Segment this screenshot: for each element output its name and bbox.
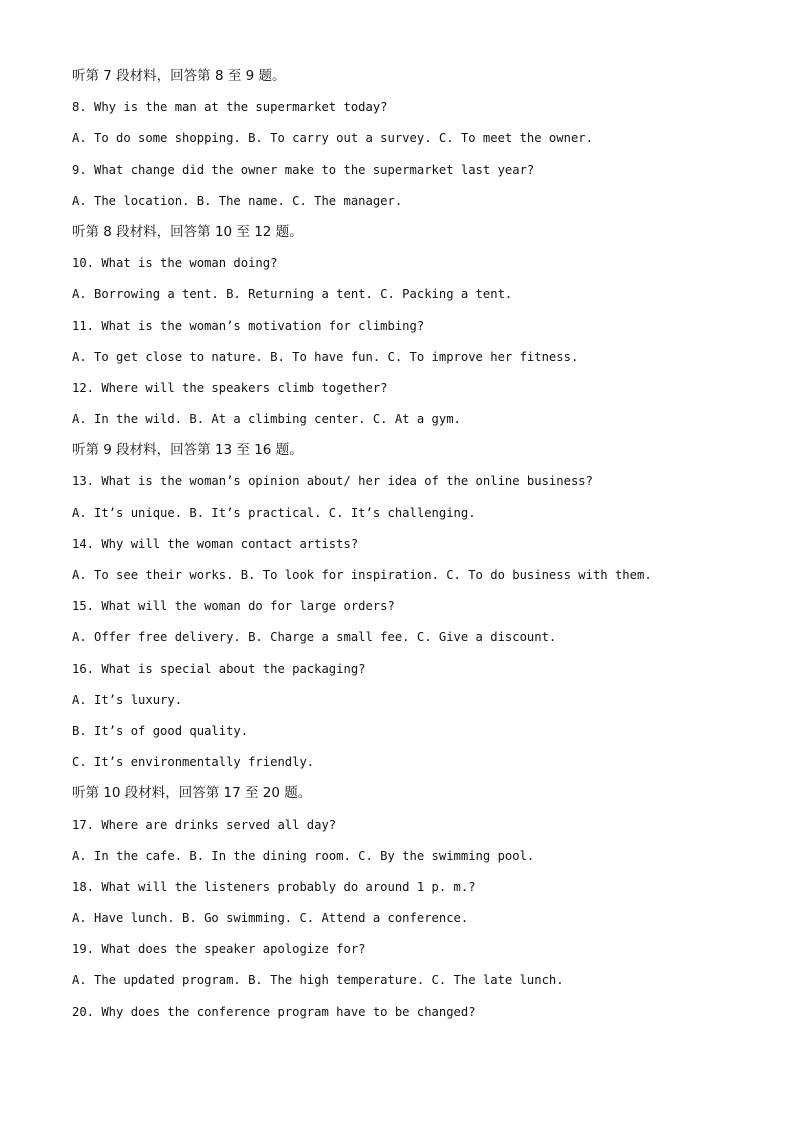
question-19: 19. What does the speaker apologize for? — [72, 942, 366, 957]
question-20: 20. Why does the conference program have to be changed? — [72, 1004, 476, 1019]
options-8: A. To do some shopping. B. To carry out a survey. C. To meet the owner. — [72, 131, 593, 146]
options-9: A. The location. B. The name. C. The manager. — [72, 193, 403, 208]
question-18: 18. What will the listeners probably do around 1 p. m.? — [72, 879, 476, 894]
options-10: A. Borrowing a tent. B. Returning a tent. C. Packing a tent. — [72, 287, 513, 302]
options-19: A. The updated program. B. The high temperature. C. The late lunch. — [72, 973, 564, 988]
section-heading-9: 听第 9 段材料，回答第 13 至 16 题。 — [72, 442, 303, 459]
question-11: 11. What is the woman’s motivation for climbing? — [72, 318, 425, 333]
option-16-a: A. It’s luxury. — [72, 692, 183, 707]
question-12: 12. Where will the speakers climb together? — [72, 380, 388, 395]
question-10: 10. What is the woman doing? — [72, 256, 278, 271]
section-heading-7: 听第 7 段材料，回答第 8 至 9 题。 — [72, 68, 286, 84]
options-17: A. In the cafe. B. In the dining room. C. By the swimming pool. — [72, 848, 535, 863]
option-16-c: C. It’s environmentally friendly. — [72, 755, 315, 770]
exam-page — [72, 66, 752, 1033]
options-14: A. To see their works. B. To look for inspiration. C. To do business with them. — [72, 568, 652, 582]
question-14: 14. Why will the woman contact artists? — [72, 536, 359, 551]
options-13: A. It’s unique. B. It’s practical. C. It’s challenging. — [72, 505, 476, 520]
question-8: 8. Why is the man at the supermarket today? — [72, 100, 388, 115]
options-12: A. In the wild. B. At a climbing center. C. At a gym. — [72, 412, 461, 427]
question-16: 16. What is special about the packaging? — [72, 661, 366, 676]
option-16-b: B. It’s of good quality. — [72, 723, 249, 738]
section-heading-10: 听第 10 段材料，回答第 17 至 20 题。 — [72, 785, 312, 802]
question-9: 9. What change did the owner make to the supermarket last year? — [72, 162, 535, 177]
question-13: 13. What is the woman’s opinion about/ her idea of the online business? — [72, 474, 593, 489]
question-15: 15. What will the woman do for large orders? — [72, 599, 395, 614]
options-15: A. Offer free delivery. B. Charge a small fee. C. Give a discount. — [72, 630, 557, 645]
question-17: 17. Where are drinks served all day? — [72, 817, 337, 832]
options-11: A. To get close to nature. B. To have fun. C. To improve her fitness. — [72, 349, 579, 364]
options-18: A. Have lunch. B. Go swimming. C. Attend a conference. — [72, 911, 469, 926]
section-heading-8: 听第 8 段材料，回答第 10 至 12 题。 — [72, 223, 303, 240]
